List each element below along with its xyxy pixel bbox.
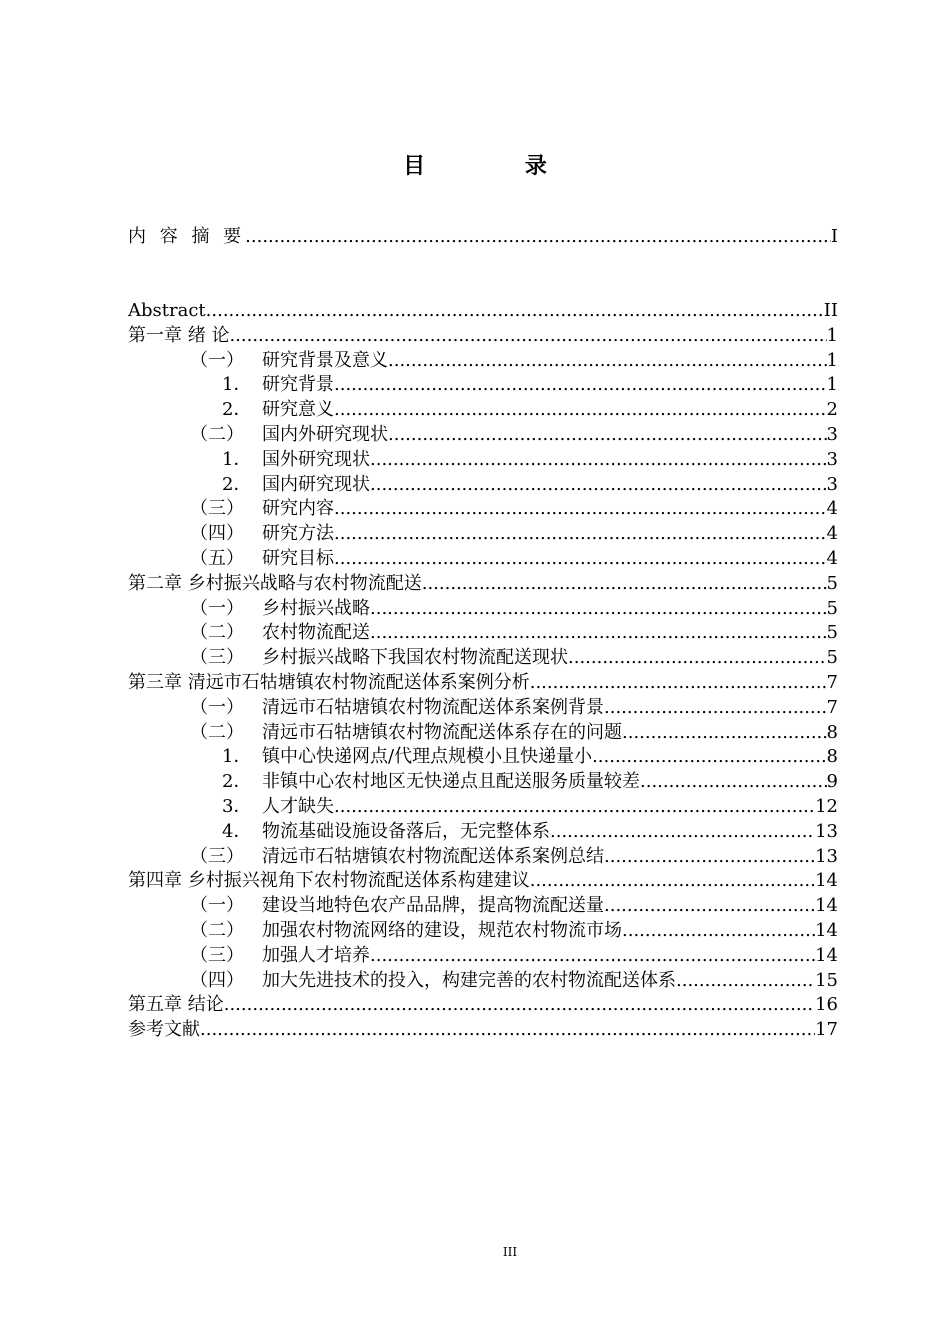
toc-entry-section[interactable] <box>128 969 838 994</box>
toc-leader-dots <box>370 621 827 646</box>
toc-entry-page: 2 <box>826 399 838 421</box>
toc-entry-abstract[interactable] <box>128 299 838 324</box>
toc-entry-label: 第一章 绪 论 <box>128 324 230 346</box>
toc-entry-label: 国内研究现状 <box>262 473 370 495</box>
toc-entry-label: 清远市石牯塘镇农村物流配送体系存在的问题 <box>262 721 622 743</box>
toc-leader-dots <box>676 969 815 994</box>
toc-entry-label: 研究背景 <box>262 374 334 396</box>
toc-entry-page: 4 <box>826 547 838 569</box>
toc-leader-dots <box>622 721 827 746</box>
toc-entry-label: 镇中心快递网点/代理点规模小且快递量小 <box>262 746 593 768</box>
toc-entry-label: 非镇中心农村地区无快递点且配送服务质量较差 <box>262 771 640 793</box>
toc-entry-page: 7 <box>826 696 838 718</box>
toc-entry-page: 5 <box>826 647 838 669</box>
toc-leader-dots <box>200 1018 815 1043</box>
toc-leader-dots <box>334 522 827 547</box>
toc-leader-dots <box>370 944 815 969</box>
toc-entry-chapter-5[interactable] <box>128 993 838 1018</box>
toc-entry-page: I <box>830 226 838 247</box>
toc-entry-number: 1． <box>222 746 252 768</box>
toc-entry-label: 物流基础设施设备落后，无完整体系 <box>262 820 550 842</box>
toc-leader-dots <box>550 820 815 845</box>
toc-entry-label: 乡村振兴战略 <box>262 597 370 619</box>
toc-entry-label: 研究意义 <box>262 399 334 421</box>
toc-leader-dots <box>334 497 827 522</box>
toc-entry-section[interactable] <box>128 646 838 671</box>
toc-entry-chapter-3[interactable] <box>128 671 838 696</box>
toc-leader-dots <box>422 572 827 597</box>
toc-entry-label: 乡村振兴战略下我国农村物流配送现状 <box>262 647 568 669</box>
toc-entry-page: 7 <box>826 671 838 693</box>
toc-entry-page: 13 <box>815 820 838 842</box>
page-title: 目 录 <box>403 154 593 179</box>
toc-entry-page: 8 <box>826 746 838 768</box>
toc-entry-label: 建设当地特色农产品品牌，提高物流配送量 <box>262 895 604 917</box>
toc-entry-page: 14 <box>815 944 838 966</box>
toc-entry-label: 清远市石牯塘镇农村物流配送体系案例背景 <box>262 696 604 718</box>
toc-entry-subsection[interactable] <box>128 398 838 423</box>
page-number: III <box>502 1245 518 1259</box>
toc-leader-dots <box>334 547 827 572</box>
toc-entry-label: 第四章 乡村振兴视角下农村物流配送体系构建建议 <box>128 870 530 892</box>
toc-main <box>128 299 838 1043</box>
toc-entry-section[interactable] <box>128 845 838 870</box>
toc-entry-page: 15 <box>815 969 838 991</box>
toc-entry-label: 第三章 清远市石牯塘镇农村物流配送体系案例分析 <box>128 671 530 693</box>
toc-entry-number: （四） <box>190 969 244 991</box>
toc-entry-number: （三） <box>190 944 244 966</box>
toc-entry-section[interactable] <box>128 349 838 374</box>
toc-entry-chapter-1[interactable] <box>128 324 838 349</box>
toc-entry-label: 第二章 乡村振兴战略与农村物流配送 <box>128 572 422 594</box>
toc-entry-subsection[interactable] <box>128 373 838 398</box>
toc-entry-label: 人才缺失 <box>262 795 334 817</box>
toc-leader-dots <box>622 919 815 944</box>
toc-entry-page: 14 <box>815 895 838 917</box>
toc-entry-label: 加强农村物流网络的建设，规范农村物流市场 <box>262 919 622 941</box>
toc-entry-label: 国内外研究现状 <box>262 423 388 445</box>
toc-entry-number: （二） <box>190 423 244 445</box>
toc-entry-page: 1 <box>826 349 838 371</box>
toc-entry-subsection[interactable] <box>128 473 838 498</box>
toc-leader-dots <box>568 646 827 671</box>
toc-leader-dots <box>640 770 827 795</box>
toc-entry-page: 5 <box>826 597 838 619</box>
toc-leader-dots <box>530 671 827 696</box>
toc-leader-dots <box>334 373 827 398</box>
toc-entry-section[interactable] <box>128 944 838 969</box>
toc-entry-label: 研究内容 <box>262 498 334 520</box>
toc-entry-number: 4． <box>222 820 252 842</box>
toc-entry-number: （二） <box>190 622 244 644</box>
toc-leader-dots <box>229 324 826 349</box>
toc-entry-number: 2． <box>222 473 252 495</box>
toc-entry-references[interactable] <box>128 1018 838 1043</box>
toc-entry-section[interactable] <box>128 621 838 646</box>
toc-leader-dots <box>206 299 824 324</box>
toc-entry-label: Abstract <box>128 300 206 321</box>
toc-entry-page: 3 <box>826 473 838 495</box>
toc-leader-dots <box>530 869 815 894</box>
toc-entry-subsection[interactable] <box>128 770 838 795</box>
toc-leader-dots <box>604 894 815 919</box>
toc-leader-dots <box>370 448 827 473</box>
toc-entry-section[interactable] <box>128 696 838 721</box>
toc-entry-section[interactable] <box>128 894 838 919</box>
toc-entry-number: 2． <box>222 399 252 421</box>
toc-summary[interactable] <box>128 225 838 250</box>
toc-entry-number: （一） <box>190 895 244 917</box>
toc-entry-page: 5 <box>826 572 838 594</box>
toc-entry-label: 加大先进技术的投入，构建完善的农村物流配送体系 <box>262 969 676 991</box>
toc-entry-label: 清远市石牯塘镇农村物流配送体系案例总结 <box>262 845 604 867</box>
toc-leader-dots <box>592 745 826 770</box>
toc-entry-page: 17 <box>815 1019 838 1041</box>
toc-entry-section[interactable] <box>128 423 838 448</box>
toc-entry-subsection[interactable] <box>128 820 838 845</box>
toc-entry-label: 研究目标 <box>262 547 334 569</box>
toc-entry-section[interactable] <box>128 919 838 944</box>
toc-entry-subsection[interactable] <box>128 745 838 770</box>
toc-entry-chapter-2[interactable] <box>128 572 838 597</box>
toc-entry-number: （三） <box>190 845 244 867</box>
toc-entry-page: 1 <box>826 374 838 396</box>
toc-entry-section[interactable] <box>128 547 838 572</box>
toc-entry-number: （三） <box>190 647 244 669</box>
toc-entry-section[interactable] <box>128 721 838 746</box>
toc-entry-number: 2． <box>222 771 252 793</box>
toc-leader-dots <box>334 795 815 820</box>
toc-entry-page: II <box>823 300 838 321</box>
toc-leader-dots <box>334 398 827 423</box>
toc-entry-section[interactable] <box>128 522 838 547</box>
toc-entry-number: 1． <box>222 448 252 470</box>
toc-entry-page: 12 <box>815 795 838 817</box>
toc-leader-dots <box>388 423 827 448</box>
toc-entry-number: 3． <box>222 795 252 817</box>
toc-entry-page: 1 <box>826 324 838 346</box>
toc-entry-number: 1． <box>222 374 252 396</box>
toc-entry-page: 9 <box>826 771 838 793</box>
toc-entry-page: 5 <box>826 622 838 644</box>
toc-leader-dots <box>370 597 827 622</box>
toc-entry-summary[interactable] <box>128 225 838 250</box>
toc-entry-label: 第五章 结论 <box>128 994 224 1016</box>
toc-leader-dots <box>370 473 827 498</box>
toc-leader-dots <box>604 696 827 721</box>
toc-entry-number: （三） <box>190 498 244 520</box>
toc-leader-dots <box>388 349 827 374</box>
toc-entry-number: （一） <box>190 349 244 371</box>
toc-entry-page: 14 <box>815 870 838 892</box>
toc-entry-section[interactable] <box>128 497 838 522</box>
toc-entry-page: 4 <box>826 498 838 520</box>
toc-leader-dots <box>224 993 815 1018</box>
toc-entry-label: 研究背景及意义 <box>262 349 388 371</box>
toc-entry-number: （五） <box>190 547 244 569</box>
toc-entry-label: 研究方法 <box>262 523 334 545</box>
toc-entry-subsection[interactable] <box>128 795 838 820</box>
toc-leader-dots <box>604 845 815 870</box>
toc-entry-page: 16 <box>815 994 838 1016</box>
toc-entry-chapter-4[interactable] <box>128 869 838 894</box>
toc-entry-page: 14 <box>815 919 838 941</box>
toc-entry-label: 国外研究现状 <box>262 448 370 470</box>
toc-entry-label: 参考文献 <box>128 1019 200 1041</box>
toc-entry-page: 8 <box>826 721 838 743</box>
toc-entry-label: 加强人才培养 <box>262 944 370 966</box>
toc-leader-dots <box>245 225 831 250</box>
toc-entry-section[interactable] <box>128 597 838 622</box>
toc-entry-number: （二） <box>190 919 244 941</box>
toc-entry-label: 内 容 摘 要 <box>128 226 246 247</box>
toc-entry-number: （四） <box>190 523 244 545</box>
toc-entry-number: （一） <box>190 597 244 619</box>
toc-entry-number: （一） <box>190 696 244 718</box>
toc-entry-page: 3 <box>826 423 838 445</box>
toc-entry-subsection[interactable] <box>128 448 838 473</box>
toc-entry-page: 13 <box>815 845 838 867</box>
toc-entry-page: 3 <box>826 448 838 470</box>
toc-entry-label: 农村物流配送 <box>262 622 370 644</box>
toc-entry-number: （二） <box>190 721 244 743</box>
toc-entry-page: 4 <box>826 523 838 545</box>
